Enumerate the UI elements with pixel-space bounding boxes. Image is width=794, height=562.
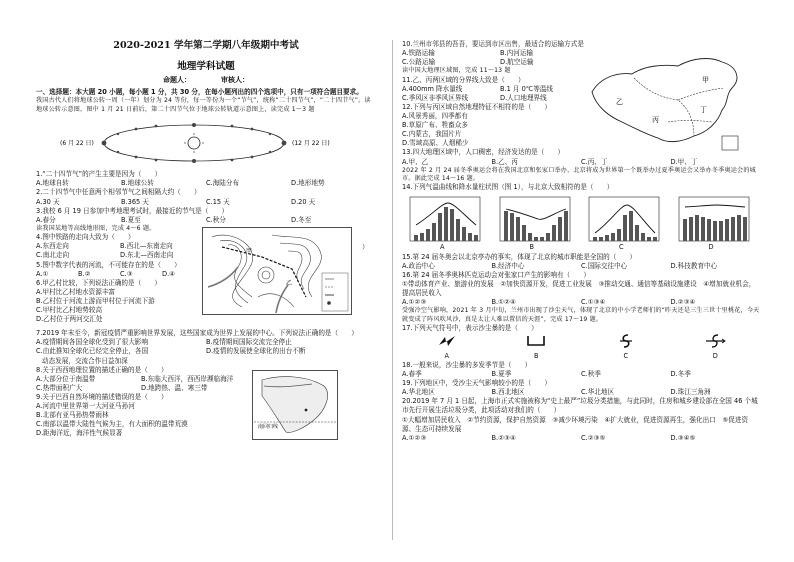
option-c[interactable]: C.南北走向 (36, 251, 70, 260)
svg-text:甲: 甲 (246, 248, 253, 256)
option-d[interactable]: D.科技教育中心 (670, 261, 718, 270)
question-options (36, 384, 246, 393)
symbol-d[interactable]: D (671, 333, 761, 361)
question-options (402, 85, 598, 94)
option-b[interactable]: B.365 天 (121, 197, 149, 206)
question-16 (402, 271, 760, 307)
questions-4-6-block (36, 233, 376, 329)
region-intro: 读中国大地理区域图，完成 11～13 题 (402, 67, 511, 75)
option-b[interactable]: B.草原广布、牲畜众多 (402, 121, 468, 130)
question-stem: 20.2019 年 7 月 1 日起，上海市正式实施被称为“史上最严”垃圾分类措施，与此同时，住房和城乡建设部在全国 46 个城市先行开展生活垃圾分类，此项活动对我们的（ ） (402, 397, 758, 415)
question-14-stem: 14.下列气温曲线和降水量柱状图（图 1），与北京大致相符的是（ ） (402, 183, 614, 192)
question-stem: 12.下列与丙区域自然地理特征不相符的是（ ） (402, 102, 551, 111)
option-a[interactable]: A.400mm 降水量线 (402, 84, 463, 93)
weather-symbols (402, 333, 760, 361)
option-b[interactable]: B.北部有亚马孙热带雨林 (36, 411, 109, 420)
option-b[interactable]: B.乙村位于河流上游而甲村位于河流下游 (36, 296, 155, 305)
brazil-inset-map (252, 370, 338, 440)
option-b[interactable]: B.内河运输 (500, 49, 533, 58)
climate-chart-d[interactable] (671, 195, 761, 253)
option-d[interactable]: D.③④⑤ (670, 433, 696, 442)
column-divider (392, 40, 393, 540)
question-10 (402, 40, 598, 76)
option-a[interactable]: A.东西走向 (36, 242, 69, 251)
map-label-jia: 甲 (702, 76, 709, 84)
question-options (402, 262, 760, 271)
section-intro: 我国古代人们将地球公转一周（一年）划分为 24 等份，每一等份为一个“节气”，统称“二十四节气”，“二十四节气”。读地球公转示意图，图中 1 月 21 日前后，第二十四节气位于地球公转轨道示意图上，读完成 1～3 题 (36, 97, 371, 113)
question-3 (36, 207, 376, 225)
question-options (402, 49, 598, 58)
option-a[interactable]: A.春季 (402, 370, 422, 379)
question-stem: 10.兰州市邻县的吾吾，要运到市区出售，最适合的运输方式是 (402, 40, 584, 48)
question-options (402, 158, 760, 167)
option-b[interactable]: B.①②④ (491, 298, 516, 306)
option-a[interactable]: A.30 天 (36, 197, 60, 206)
exam-subtitle: 地理学科试题 (177, 60, 235, 72)
chart-label-d: D (708, 242, 714, 251)
option-c[interactable]: C.国际交往中心 (581, 261, 628, 270)
question-18 (402, 361, 760, 379)
questions-11-12 (402, 76, 598, 149)
question-4 (36, 233, 204, 260)
option-continuation: 动态发展，交流合作日益加深 (42, 356, 128, 365)
right-column (402, 40, 760, 443)
symbol-b[interactable]: B (492, 333, 582, 361)
option-d[interactable]: D.地跨热、温、寒三带 (141, 383, 208, 392)
question-19 (402, 379, 760, 397)
winter-olympics-passage: 2022 年 2 月 24 届冬季奥运会将在我国北京和张家口举办，北京将成为世界第一个既举办过夏季奥运会又举办冬季奥运会的城市。据此完成 14～16 题。 (402, 166, 756, 183)
option-b[interactable]: B.东临大西洋，西西岸濒临海洋 (141, 374, 234, 383)
question-11 (402, 76, 598, 103)
question-stem: 3.我校 6 月 19 日参加中考地理考试时，最接近的节气是（ ） (36, 206, 229, 215)
option-b[interactable]: B.疫情期间国际交流完全停止 (206, 338, 292, 347)
option-c[interactable]: C.季风区非季风区界线 (402, 93, 469, 102)
option-d[interactable]: D.乙村位于两河交汇处 (36, 315, 103, 324)
question-stem: 1.“二十四节气”的产生主要是因为（ ） (36, 170, 162, 179)
option-a[interactable]: A.①②③ (402, 298, 427, 306)
option-a[interactable]: A.铁路运输 (402, 49, 435, 58)
option-a[interactable]: A.甲村比乙村地水资源丰富 (36, 287, 116, 296)
option-d[interactable]: D.人口地理界线 (500, 93, 547, 102)
option-a[interactable]: A.春分 (36, 215, 56, 224)
option-c[interactable]: C.丙、丁 (581, 157, 608, 166)
author-label: 命题人： (163, 75, 191, 84)
option-c[interactable]: C.热带面积广大 (36, 383, 83, 392)
question-items: ①大幅增加居民收入 ②节约资源，保护自然资源 ③减少环境污染 ④扩大就业，促进资源再生，强化出口 ⑤促进资源、生态可持续发展 (402, 415, 749, 433)
option-d[interactable]: D.甲、丁 (670, 157, 698, 166)
option-a[interactable]: A.甲、乙 (402, 157, 429, 166)
option-b[interactable]: B.②③④ (491, 433, 516, 442)
option-d[interactable]: D.地形地势 (291, 179, 325, 188)
option-b[interactable]: B.乙、丙 (491, 157, 518, 166)
exam-meta (36, 76, 376, 86)
option-c[interactable]: C.海陆分布 (206, 179, 240, 188)
question-15 (402, 253, 760, 271)
question-options (36, 270, 204, 279)
option-a[interactable]: A.政治中心 (402, 261, 435, 270)
question-5 (36, 261, 204, 279)
question-options (402, 370, 760, 379)
option-c[interactable]: C.由此推知全球化已经完全停止，各国 (36, 347, 149, 356)
map-label-ding: 丁 (700, 106, 707, 114)
symbol-c[interactable]: C (581, 333, 671, 361)
question-options (402, 58, 598, 67)
climate-chart-a[interactable] (402, 195, 492, 253)
question-stem: 9.关于巴西自然环境的描述错误的是（ ） (36, 392, 168, 401)
question-stem: 13.四大地理区域中，人口稠密，经济发达的是（ ） (402, 148, 565, 157)
question-7 (36, 329, 376, 365)
question-options (36, 347, 376, 356)
question-stem: 18.一般来说，沙尘暴的多发季节是（ ） (402, 361, 532, 369)
question-options (36, 251, 204, 260)
question-stem: 19.下列地区中，受沙尘天气影响较小的是（ ） (402, 379, 551, 388)
option-d[interactable]: D.距海洋近，海洋性气候显著 (36, 429, 123, 438)
option-c[interactable]: C.内蒙古，我国片片 (402, 130, 462, 139)
answer-paren: ） (362, 243, 369, 252)
question-stem: 4.图中铁路的走向大致为（ ） (36, 233, 135, 242)
china-region-map (582, 48, 752, 156)
question-options (36, 375, 246, 384)
question-stem: 6.甲乙村比较，下列说法正确的是（ ） (36, 278, 161, 287)
option-a[interactable]: A.大部分位于南温带 (36, 374, 96, 383)
map-label-bing: 丙 (652, 116, 659, 124)
option-d[interactable]: D.珠江三角洲 (670, 388, 711, 397)
option-a[interactable]: A.地球自转 (36, 179, 69, 188)
option-d[interactable]: D.疫情的发展使全球化的出台不断 (206, 347, 306, 356)
option-b[interactable]: B.夏季 (491, 370, 512, 379)
sandstorm-icon (703, 333, 727, 349)
exam-title: 2020-2021 学年第二学期八年级期中考试 (113, 40, 299, 51)
svg-text:乙: 乙 (286, 280, 293, 288)
question-options (36, 198, 376, 207)
question-stem: 2.二十四节气中任意两个相邻节气之间相隔大约（ ） (36, 188, 201, 197)
orbit-december-label: (12 月 22 日) (292, 140, 330, 148)
option-d[interactable]: D.东北—西南走向 (120, 251, 174, 260)
question-options (402, 298, 760, 307)
option-b[interactable]: B.地球公转 (121, 179, 154, 188)
question-options (402, 434, 760, 443)
questions-8-9-block (36, 366, 376, 439)
option-c[interactable]: C.秋季 (581, 370, 601, 379)
dust-storm-icon (614, 333, 638, 349)
option-d[interactable]: D.20 天 (291, 197, 316, 206)
option-b[interactable]: B.1 月 0℃等温线 (500, 84, 553, 93)
tropic-label: 南回归线 (258, 423, 279, 430)
left-column (36, 40, 376, 438)
question-17-stem: 17.下列天气符号中，表示沙尘暴的是（ ） (402, 323, 538, 332)
climate-chart-b[interactable] (492, 195, 582, 253)
symbol-a[interactable]: A (402, 333, 492, 361)
option-d[interactable]: D.②③④ (670, 298, 696, 306)
climate-charts (402, 195, 760, 253)
orbit-june-label: (6 月 22 日) (60, 140, 94, 148)
question-2 (36, 188, 376, 206)
option-c[interactable]: C.②③⑤ (581, 433, 606, 442)
option-c[interactable]: C.秋分 (206, 215, 226, 224)
option-c[interactable]: C.甲村比乙村地势较高 (36, 306, 103, 315)
option-a[interactable]: A.风景秀丽，四季都有 (402, 112, 468, 121)
bracket-icon (524, 333, 548, 349)
option-c[interactable]: C.南部以温带大陆性气候为主，有大面积的温带荒漠 (36, 420, 188, 429)
option-c[interactable]: C.华北地区 (581, 388, 615, 397)
option-a[interactable]: A.河流中里世界第一大河亚马孙河 (36, 402, 135, 411)
option-a[interactable]: A.华北地区 (402, 388, 435, 397)
option-d[interactable]: D.冬至 (291, 215, 312, 224)
option-b[interactable]: B.西北地区 (491, 388, 525, 397)
chart-label-a: A (440, 242, 445, 251)
earth-orbit-diagram (36, 114, 376, 170)
question-1 (36, 170, 376, 188)
question-stem: 16.第 24 届冬季奥林匹克运动会对张家口产生的影响有（ ） (402, 270, 590, 279)
question-6 (36, 279, 204, 324)
option-d[interactable]: D.④ (162, 269, 176, 278)
sandstorm-passage: 受强冷空气影响，2021 年 3 月中旬，兰州市出现了沙尘天气，体现了北京的中小学老师们的“昨天还是三生三世十里桃花，今天就变成了阵风吹风沙，真是太让人难以置信的天涯”，完成 17～19 题。 (402, 307, 760, 323)
option-c[interactable]: C.15 天 (206, 197, 230, 206)
option-a[interactable]: A.① (36, 269, 49, 278)
question-stem: 8.关于西西地理位置的描述正确的是（ ） (36, 365, 168, 374)
orbit-svg (36, 114, 376, 170)
option-d[interactable]: D.冬季 (670, 370, 691, 379)
option-b[interactable]: B.② (78, 269, 91, 278)
option-d[interactable]: D.雪域高原、人烟稀少 (402, 139, 469, 148)
option-d[interactable]: D.航空运输 (500, 58, 534, 67)
option-c[interactable]: C.③ (120, 269, 133, 278)
question-options (402, 94, 598, 103)
option-a[interactable]: A.疫情期间各国全球化受到了很大影响 (36, 338, 148, 347)
question-items: ①带动体育产业、旅游业的发展 ②加快资源开发，促进工业发展 ③推动交通、通信等基础设施建设 ④增加就业机会，提高居民收入 (402, 279, 756, 297)
option-c[interactable]: C.①③④ (581, 298, 606, 306)
question-stem: 15.第 24 届冬奥会以北京亭办的事实，体现了北京的城市职能是全国的（ ） (402, 252, 637, 261)
chart-label-c: C (619, 242, 624, 251)
map-intro: 读我国某地等高线地形图，完成 4～6 题。 (36, 224, 156, 232)
question-stem: 11.乙、丙两区域的分界线大致是（ ） (402, 75, 525, 84)
chart-label-b: B (529, 242, 535, 251)
question-stem: 5.图中数字代表的河流，不可能存在的是（ ） (36, 260, 181, 269)
option-b[interactable]: B.西北—东南走向 (120, 242, 173, 251)
questions-1-3 (36, 170, 376, 225)
option-b[interactable]: B.夏至 (121, 215, 141, 224)
section-heading: 一、选择题：本大题 20 小题，每小题 1 分，共 30 分，在每小题列出的四个选项中，只有一项符合题目要求。 (36, 88, 363, 97)
questions-4-6 (36, 233, 204, 324)
question-options (402, 388, 760, 397)
contour-map (202, 227, 352, 315)
reviewer-label: 审核人： (221, 75, 249, 84)
question-20 (402, 397, 760, 442)
lightning-icon (435, 333, 459, 349)
option-c[interactable]: C.公路运输 (402, 58, 436, 67)
option-a[interactable]: A.①②③ (402, 433, 427, 442)
question-options (36, 216, 376, 225)
climate-chart-c[interactable] (581, 195, 671, 253)
option-b[interactable]: B.经济中心 (491, 261, 525, 270)
map-label-yi: 乙 (616, 98, 623, 106)
question-12 (402, 103, 598, 148)
question-stem: 7.2019 年末至今，新冠疫情严重影响世界发展，这些国家成为世界上发展的中心。下列说法正确的是（ ） (36, 329, 358, 338)
